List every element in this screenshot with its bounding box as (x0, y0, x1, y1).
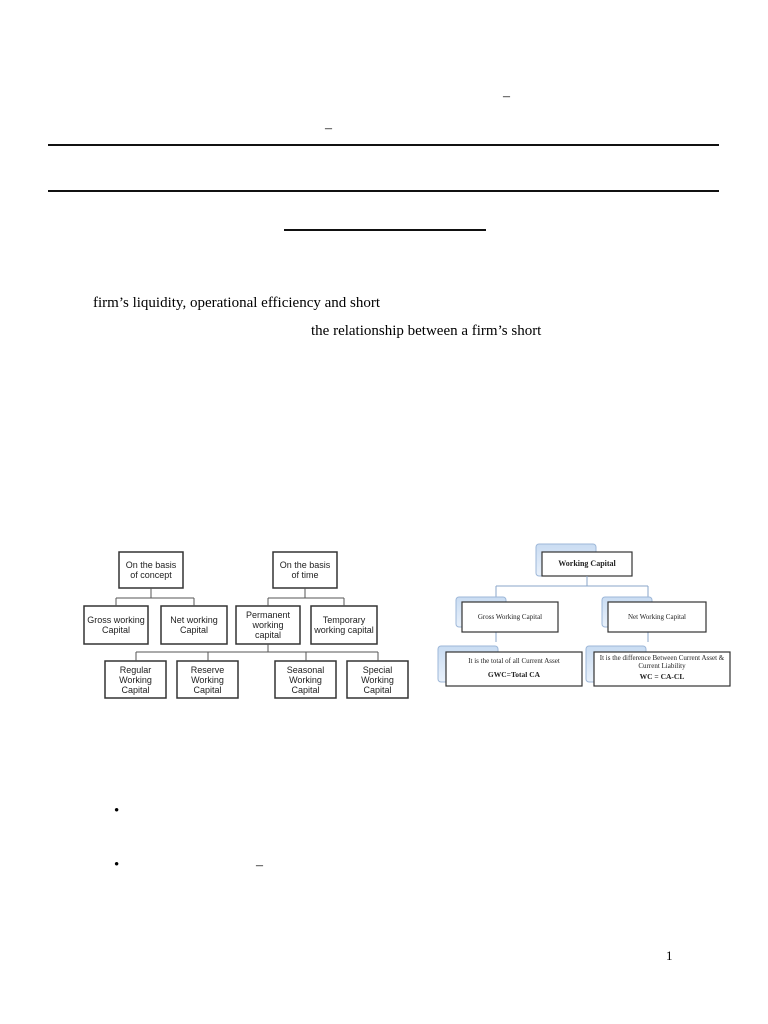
gross-description: It is the total of all Current Asset (468, 657, 560, 665)
node-concept: On the basis of concept (125, 560, 177, 580)
bullet-2-dash: – (256, 858, 263, 873)
node-permanent-working-capital: Permanent working capital (245, 610, 291, 640)
node-seasonal-working-capital: Seasonal Working Capital (286, 664, 325, 695)
page-number: 1 (666, 948, 673, 963)
working-capital-types-diagram (80, 548, 410, 703)
node-gross-working-capital-def: Gross Working Capital (477, 613, 543, 621)
header-dash-1: – (503, 89, 510, 104)
node-regular-working-capital: Regular Working Capital (119, 664, 152, 695)
bullet-1: • (114, 803, 120, 819)
title-underline (284, 229, 486, 231)
node-reserve-working-capital: Reserve Working Capital (190, 664, 225, 695)
node-special-working-capital: Special Working Capital (361, 664, 394, 695)
paragraph-line-1: firm’s liquidity, operational efficiency and short (93, 295, 381, 311)
net-description: It is the difference Between Current Asset & Current Liability (599, 654, 725, 670)
header-dash-2: – (325, 121, 332, 136)
net-formula: WC = CA-CL (639, 672, 685, 681)
bullet-2: • (114, 857, 120, 873)
horizontal-rule-bottom (48, 190, 719, 192)
node-net-working-capital-def: Net Working Capital (627, 613, 687, 621)
node-gross-working-capital: Gross working Capital (87, 615, 145, 635)
paragraph-line-2: the relationship between a firm’s short (311, 323, 542, 339)
horizontal-rule-top (48, 144, 719, 146)
node-time: On the basis of time (279, 560, 331, 580)
node-working-capital-root: Working Capital (558, 559, 616, 568)
gross-formula: GWC=Total CA (487, 670, 541, 679)
node-temporary-working-capital: Temporary working capital (314, 615, 374, 635)
node-net-working-capital: Net working Capital (170, 615, 218, 635)
working-capital-definition-diagram (436, 542, 732, 690)
